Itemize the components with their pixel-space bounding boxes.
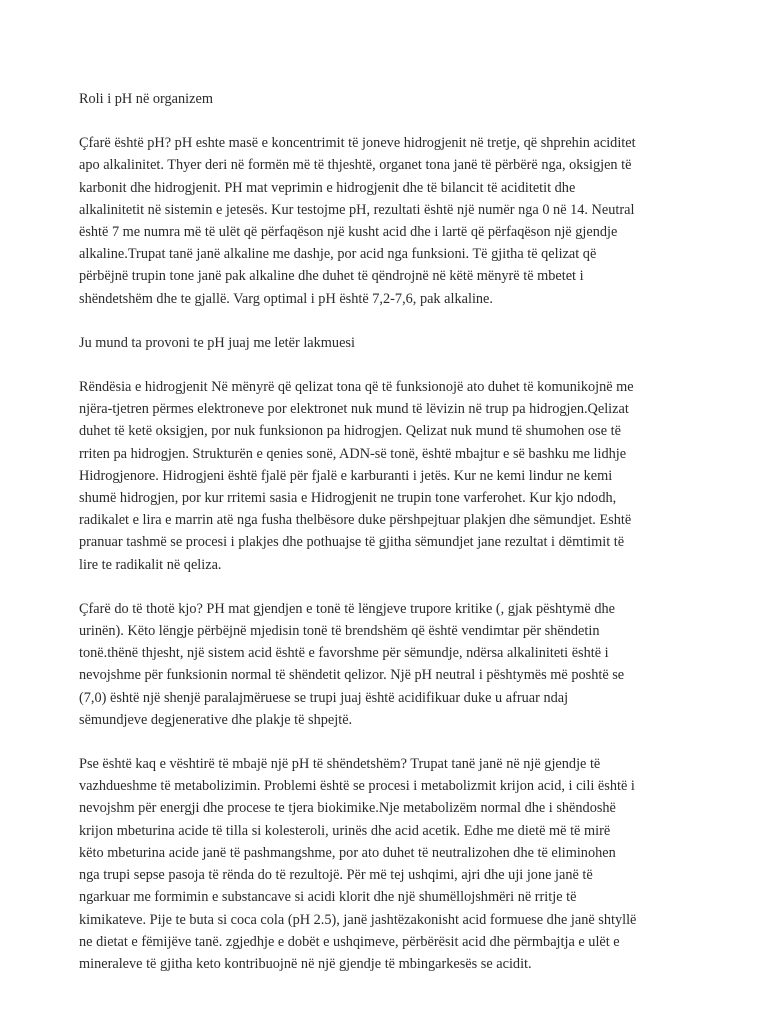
paragraph-hydrogen — [79, 376, 691, 576]
text-line: mineraleve të gjitha keto kontribuojnë në një gjendje të mbingarkesës se acidit. — [79, 955, 532, 972]
text-line: (7,0) është një shenjë paralajmëruese se trupi juaj është acidifikuar duke u afruar ndaj — [79, 689, 569, 706]
text-line: këto mbeturina acide janë të pashmangshme, por ato duhet të neutralizohen dhe të eliminohen — [79, 844, 616, 861]
text-line: duhet të ketë oksigjen, por nuk funksionon pa hidrogjen. Qelizat nuk mund të shumohen ose të — [79, 423, 621, 440]
text-line: urinën). Këto lëngje përbëjnë mjedisin tonë të brendshëm që është vendimtar për shëndetin — [79, 623, 600, 640]
text-line: vazhdueshme të metabolizimin. Problemi është se procesi i metabolizmit krijon acid, i cili është i — [79, 778, 635, 795]
text-line: alkalinitetit në sistemin e jetesës. Kur testojme pH, rezultati është një numër nga 0 në 14. Neutral — [79, 201, 635, 218]
text-line: pranuar tashmë se procesi i plakjes dhe pothuajse të gjitha sëmundjet jane rezultat i dëmtimit të — [79, 534, 625, 551]
document-page — [79, 88, 691, 997]
text-line: radikalet e lira e marrin atë nga fusha thelbësore duke përshpejtuar plakjen dhe sëmundjet. Eshtë — [79, 512, 632, 529]
text-line: nga trupi sepse pasoja të rënda do të rezultojë. Për më tej ushqimi, ajri dhe uji jone janë të — [79, 867, 593, 884]
text-line: alkaline.Trupat tanë janë alkaline me dashje, por acid nga funksioni. Të gjitha të qelizat që — [79, 246, 597, 263]
text-line: është 7 me numra më të ulët që përfaqëson një kusht acid dhe i lartë që përfaqëson një gjendje — [79, 224, 618, 241]
text-line: Rëndësia e hidrogjenit Në mënyrë që qelizat tona që të funksionojë ato duhet të komunikojnë me — [79, 379, 634, 396]
text-line: Çfarë do të thotë kjo? PH mat gjendjen e tonë të lëngjeve trupore kritike (, gjak pështymë dhe — [79, 600, 615, 617]
paragraph-meaning — [79, 598, 691, 731]
text-line: sëmundjeve degjenerative dhe plakje të shpejtë. — [79, 711, 353, 728]
paragraph-metabolism — [79, 753, 691, 975]
subheading: Ju mund ta provoni te pH juaj me letër lakmuesi — [79, 334, 355, 351]
text-line: karbonit dhe hidrogjenit. PH mat veprimin e hidrogjenit dhe të bilancit të aciditetit dhe — [79, 179, 576, 196]
text-line: lire te radikalit në qeliza. — [79, 556, 222, 573]
text-line: shëndetshëm dhe te gjallë. Varg optimal i pH është 7,2-7,6, pak alkaline. — [79, 290, 493, 307]
text-line: rriten pa hidrogjen. Strukturën e qenies sonë, ADN-së tonë, është mbajtur e së bashku me lidhje — [79, 445, 627, 462]
text-line: nevojshme për funksionin normal të shëndetit qelizor. Një pH neutral i pështymës më poshtë se — [79, 667, 625, 684]
text-line: apo alkalinitet. Thyer deri në formën më të thjeshtë, organet tona janë të përbërë nga, oksigjen të — [79, 157, 632, 174]
text-line: përbëjnë trupin tone janë pak alkaline dhe duhet të qëndrojnë në këtë mënyrë të mbetet i — [79, 268, 584, 285]
text-line: kimikateve. Pije te buta si coca cola (pH 2.5), janë jashtëzakonisht acid formuese dhe janë shtyllë — [79, 911, 637, 928]
text-line: krijon mbeturina acide të tilla si kolesteroli, urinës dhe acid acetik. Edhe me dietë më të mirë — [79, 822, 611, 839]
text-line: Pse është kaq e vështirë të mbajë një pH të shëndetshëm? Trupat tanë janë në një gjendje të — [79, 756, 601, 773]
paragraph-intro — [79, 132, 691, 310]
text-line: Çfarë është pH? pH eshte masë e koncentrimit të joneve hidrogjenit në tretje, që shprehin aciditet — [79, 135, 636, 152]
text-line: Hidrogjenore. Hidrogjeni është fjalë për fjalë e karburanti i jetës. Kur ne kemi lindur ne kemi — [79, 467, 613, 484]
text-line: nevojshm për energji dhe procese te tjera biokimike.Nje metabolizëm normal dhe i shëndoshë — [79, 800, 616, 817]
text-line: ngarkuar me formimin e substancave si acidi klorit dhe një shumëllojshmëri në rritje të — [79, 889, 577, 906]
text-line: ne dietat e fëmijëve tanë. zgjedhje e dobët e ushqimeve, përbërësit acid dhe përmbajtja e ulët e — [79, 933, 620, 950]
text-line: tonë.thënë thjesht, një sistem acid është e favorshme për sëmundje, ndërsa alkaliniteti është i — [79, 645, 609, 662]
text-line: shumë hidrogjen, por kur rritemi sasia e Hidrogjenit ne trupin tone varferohet. Kur kjo ndodh, — [79, 490, 617, 507]
document-title: Roli i pH në organizem — [79, 91, 213, 107]
text-line: njëra-tjetren përmes elektroneve por elektronet nuk mund të lëvizin në trup pa hidrogjen.Qelizat — [79, 401, 629, 418]
